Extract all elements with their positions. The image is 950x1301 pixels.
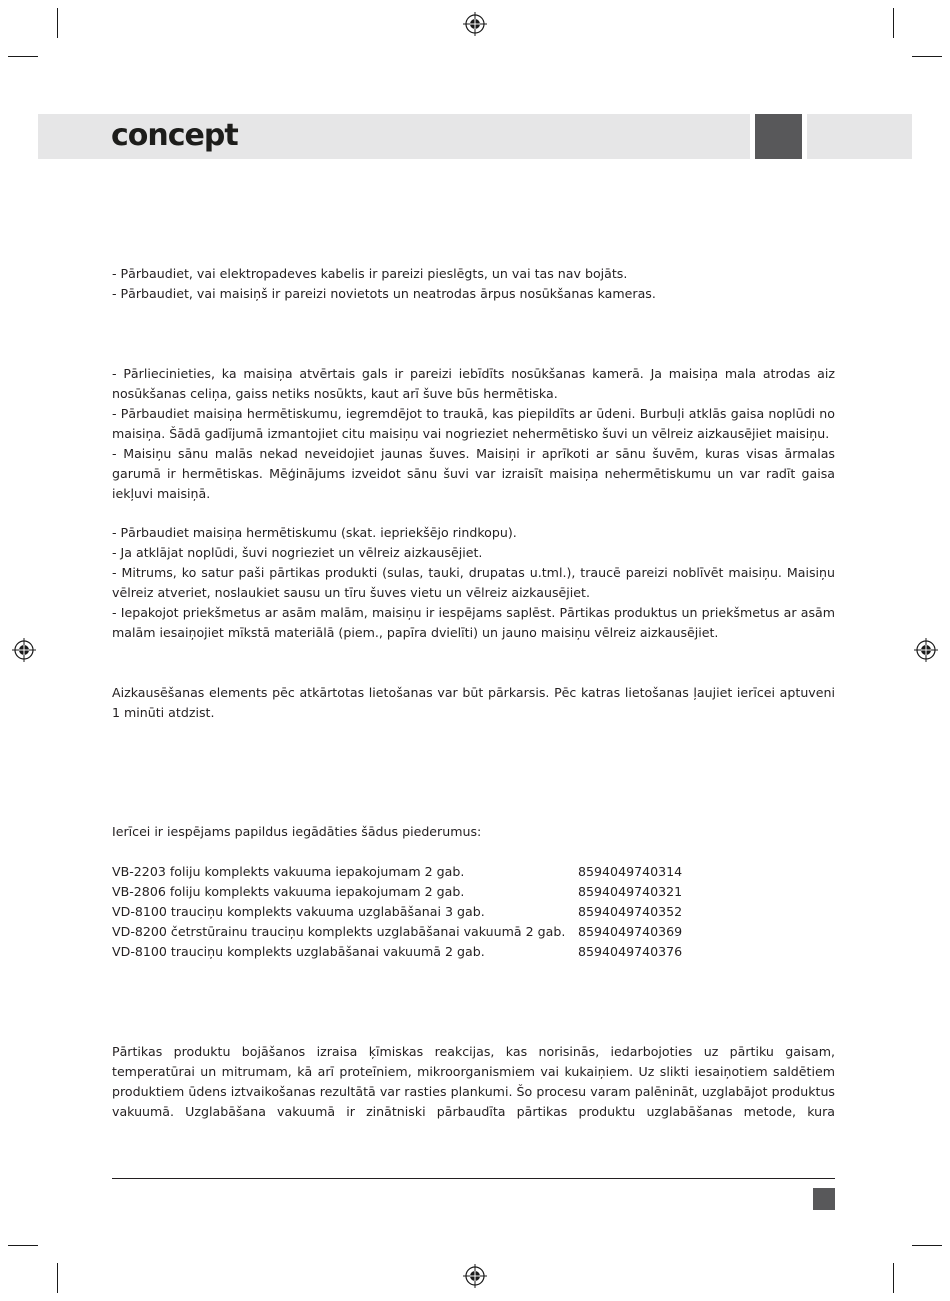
accessory-code: 8594049740321 bbox=[578, 884, 683, 899]
crop-mark bbox=[912, 1245, 942, 1246]
accessory-code: 8594049740352 bbox=[578, 904, 683, 919]
crop-mark bbox=[893, 8, 894, 38]
page-marker bbox=[813, 1188, 835, 1210]
bullet-line: - Pārliecinieties, ka maisiņa atvērtais gals ir pareizi iebīdīts nosūkšanas kamerā. Ja maisiņa mala atrodas aiz nosūkšanas celiņa, gaiss netiks nosūkts, kaut arī šuve būs hermētiska. bbox=[112, 366, 835, 401]
crop-mark bbox=[57, 1263, 58, 1293]
accessories-intro: Ierīcei ir iespējams papildus iegādāties šādus piederumus: bbox=[112, 824, 482, 839]
paragraph: Pārtikas produktu bojāšanos izraisa ķīmiskas reakcijas, kas norisinās, iedarbojoties uz pārtiku gaisam, temperatūrai un mitrumam, kā arī proteīniem, mikroorganismiem vai kukaiņiem. Uz slikti iesaiņotiem saldētiem produktiem ūdens iztvaikošanas rezultātā var rasties plankumi. Šo procesu varam palēnināt, uzglabājot produktus vakuumā. Uzglabāšana vakuumā ir zinātniski pārbaudīta pārtikas produktu uzglabāšanas metode, kura bbox=[112, 1044, 835, 1119]
accessory-row bbox=[112, 882, 835, 902]
brand-logo: concept bbox=[111, 118, 238, 153]
accessory-code: 8594049740376 bbox=[578, 944, 683, 959]
bullet-line: - Pārbaudiet, vai maisiņš ir pareizi novietots un neatrodas ārpus nosūkšanas kameras. bbox=[112, 286, 656, 301]
section-overheat bbox=[112, 683, 835, 723]
section-check-cable bbox=[112, 264, 835, 304]
footer-rule bbox=[112, 1178, 835, 1179]
registration-mark-icon bbox=[463, 1264, 487, 1288]
section-closing bbox=[112, 1042, 835, 1122]
bullet-line: - Mitrums, ko satur paši pārtikas produkti (sulas, tauki, drupatas u.tml.), traucē pareizi noblīvēt maisiņu. Maisiņu vēlreiz atveriet, noslaukiet sausu un tīru šuves vietu un vēlreiz aizkausējiet. bbox=[112, 565, 835, 600]
accessory-name: VD-8100 trauciņu komplekts vakuuma uzglabāšanai 3 gab. bbox=[112, 904, 485, 919]
bullet-line: - Pārbaudiet, vai elektropadeves kabelis ir pareizi pieslēgts, un vai tas nav bojāts. bbox=[112, 266, 628, 281]
crop-mark bbox=[8, 1245, 38, 1246]
accessory-row bbox=[112, 862, 835, 882]
bullet-line: - Iepakojot priekšmetus ar asām malām, maisiņu ir iespējams saplēst. Pārtikas produktus un priekšmetus ar asām malām iesaiņojiet mīkstā materiālā (piem., papīra dvielīti) un jauno maisiņu vēlreiz aizkausējiet. bbox=[112, 605, 835, 640]
header-tab-block bbox=[807, 114, 912, 159]
registration-mark-icon bbox=[463, 12, 487, 36]
accessory-row bbox=[112, 942, 835, 962]
section-bag-airtight bbox=[112, 364, 835, 504]
section-vacuum-loss bbox=[112, 523, 835, 643]
bullet-line: - Pārbaudiet maisiņa hermētiskumu, iegremdējot to traukā, kas piepildīts ar ūdeni. Burbuļi atklās gaisa noplūdi no maisiņa. Šādā gadījumā izmantojiet citu maisiņu vai nogrieziet nehermētisko šuvi un vēlreiz aizkausējiet maisiņu. bbox=[112, 406, 835, 441]
accessory-code: 8594049740314 bbox=[578, 864, 683, 879]
registration-mark-icon bbox=[914, 638, 938, 662]
accessories-section bbox=[112, 822, 835, 962]
paragraph: Aizkausēšanas elements pēc atkārtotas lietošanas var būt pārkarsis. Pēc katras lietošanas ļaujiet ierīcei aptuveni 1 minūti atdzist. bbox=[112, 685, 835, 720]
accessory-name: VB-2806 foliju komplekts vakuuma iepakojumam 2 gab. bbox=[112, 884, 465, 899]
accessory-name: VD-8200 četrstūrainu trauciņu komplekts uzglabāšanai vakuumā 2 gab. bbox=[112, 924, 566, 939]
accessory-row bbox=[112, 902, 835, 922]
accessory-name: VB-2203 foliju komplekts vakuuma iepakojumam 2 gab. bbox=[112, 864, 465, 879]
accessory-row bbox=[112, 922, 835, 942]
bullet-line: - Maisiņu sānu malās nekad neveidojiet jaunas šuves. Maisiņi ir aprīkoti ar sānu šuvēm, kuras visas ārmalas garumā ir hermētiskas. Mēģinājums izveidot sānu šuvi var izraisīt maisiņa nehermētiskumu un var radīt gaisa iekļuvi maisiņā. bbox=[112, 446, 835, 501]
crop-mark bbox=[57, 8, 58, 38]
registration-mark-icon bbox=[12, 638, 36, 662]
accessory-code: 8594049740369 bbox=[578, 924, 683, 939]
crop-mark bbox=[912, 56, 942, 57]
bullet-line: - Ja atklājat noplūdi, šuvi nogrieziet un vēlreiz aizkausējiet. bbox=[112, 545, 483, 560]
crop-mark bbox=[8, 56, 38, 57]
bullet-line: - Pārbaudiet maisiņa hermētiskumu (skat. iepriekšējo rindkopu). bbox=[112, 525, 517, 540]
crop-mark bbox=[893, 1263, 894, 1293]
accessory-name: VD-8100 trauciņu komplekts uzglabāšanai vakuumā 2 gab. bbox=[112, 944, 485, 959]
header-accent-block bbox=[755, 114, 802, 159]
